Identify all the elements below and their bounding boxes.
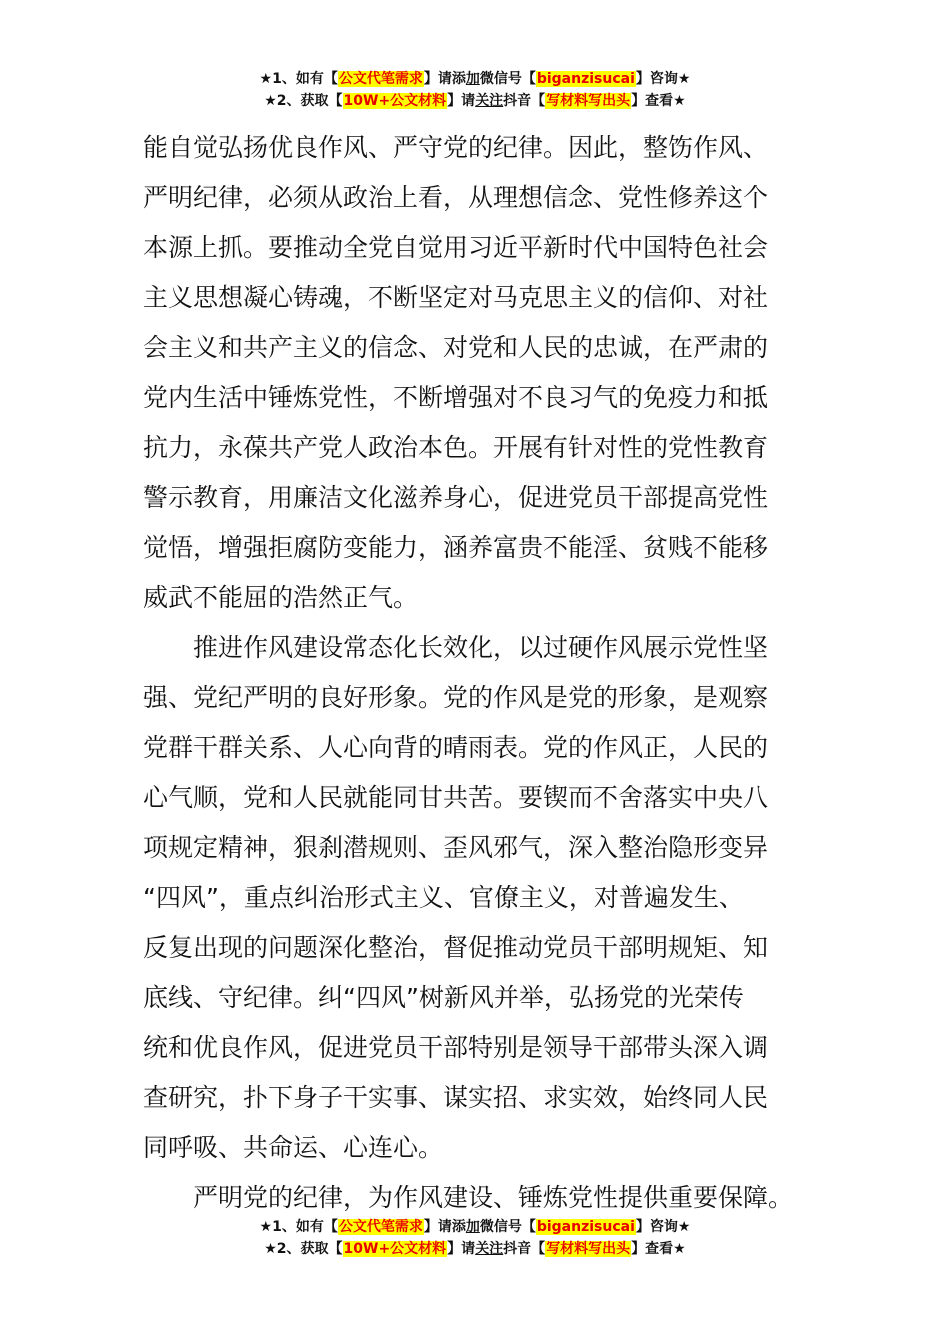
- banner-text: 】请: [447, 93, 476, 109]
- body-line: 觉悟，增强拒腐防变能力，涵养富贵不能淫、贫贱不能移: [143, 533, 769, 562]
- body-line: 底线、守纪律。纠“四风”树新风并举，弘扬党的光荣传: [143, 983, 744, 1012]
- body-line: 警示教育，用廉洁文化滋养身心，促进党员干部提高党性: [143, 483, 769, 512]
- banner-text: ★1、如有【: [259, 1219, 338, 1235]
- banner-underlined-text: 加: [465, 71, 480, 87]
- banner-text: 抖音【: [503, 1241, 546, 1257]
- body-line: 能自觉弘扬优良作风、严守党的纪律。因此，整饬作风、: [143, 133, 769, 162]
- paragraph-start-line: 严明党的纪律，为作风建设、锤炼党性提供重要保障。: [193, 1183, 794, 1212]
- highlight-douyin-id: 写材料写出头: [546, 93, 631, 109]
- header-banner: [0, 68, 950, 112]
- banner-underlined-text: 关注: [475, 93, 504, 109]
- banner-line-1: [0, 1216, 950, 1238]
- banner-text: 】查看★: [631, 1241, 686, 1257]
- body-line: 抗力，永葆共产党人政治本色。开展有针对性的党性教育: [143, 433, 769, 462]
- banner-text: 抖音【: [503, 93, 546, 109]
- document-body: [143, 123, 823, 1223]
- footer-banner: [0, 1216, 950, 1260]
- banner-text: 】请添: [423, 71, 466, 87]
- highlight-materials: 10W+公文材料: [343, 93, 447, 109]
- body-line: 心气顺，党和人民就能同甘共苦。要锲而不舍落实中央八: [143, 783, 769, 812]
- body-line: 会主义和共产主义的信念、对党和人民的忠诚，在严肃的: [143, 333, 769, 362]
- highlight-wechat-id: biganzisucai: [536, 1219, 635, 1235]
- body-line: 查研究，扑下身子干实事、谋实招、求实效，始终同人民: [143, 1083, 769, 1112]
- paragraph-start-line: 推进作风建设常态化长效化，以过硬作风展示党性坚: [193, 633, 769, 662]
- body-line: 党内生活中锤炼党性，不断增强对不良习气的免疫力和抵: [143, 383, 769, 412]
- banner-text: 】咨询★: [635, 1219, 691, 1235]
- banner-underlined-text: 关注: [475, 1241, 504, 1257]
- body-line: 反复出现的问题深化整治，督促推动党员干部明规矩、知: [143, 933, 769, 962]
- body-line: 强、党纪严明的良好形象。党的作风是党的形象，是观察: [143, 683, 769, 712]
- banner-text: ★2、获取【: [264, 1241, 343, 1257]
- body-line: 威武不能屈的浩然正气。: [143, 583, 419, 612]
- banner-text: 】咨询★: [635, 71, 691, 87]
- body-line: 本源上抓。要推动全党自觉用习近平新时代中国特色社会: [143, 233, 769, 262]
- banner-text: 】请: [447, 1241, 476, 1257]
- body-line: 同呼吸、共命运、心连心。: [143, 1133, 444, 1162]
- banner-line-1: [0, 68, 950, 90]
- banner-text: 】请添: [423, 1219, 466, 1235]
- body-line: 统和优良作风，促进党员干部特别是领导干部带头深入调: [143, 1033, 769, 1062]
- banner-line-2: [0, 1238, 950, 1260]
- banner-underlined-text: 加: [465, 1219, 480, 1235]
- body-line: 党群干群关系、人心向背的晴雨表。党的作风正，人民的: [143, 733, 769, 762]
- highlight-service: 公文代笔需求: [338, 1219, 423, 1235]
- body-line: 严明纪律，必须从政治上看，从理想信念、党性修养这个: [143, 183, 769, 212]
- banner-text: 微信号【: [479, 1219, 536, 1235]
- highlight-service: 公文代笔需求: [338, 71, 423, 87]
- banner-text: 微信号【: [479, 71, 536, 87]
- highlight-wechat-id: biganzisucai: [536, 71, 635, 87]
- banner-text: ★2、获取【: [264, 93, 343, 109]
- highlight-materials: 10W+公文材料: [343, 1241, 447, 1257]
- highlight-douyin-id: 写材料写出头: [546, 1241, 631, 1257]
- banner-text: 】查看★: [631, 93, 686, 109]
- body-line: 主义思想凝心铸魂，不断坚定对马克思主义的信仰、对社: [143, 283, 769, 312]
- body-line: “四风”，重点纠治形式主义、官僚主义，对普遍发生、: [143, 883, 744, 912]
- body-line: 项规定精神，狠刹潜规则、歪风邪气，深入整治隐形变异: [143, 833, 769, 862]
- banner-line-2: [0, 90, 950, 112]
- banner-text: ★1、如有【: [259, 71, 338, 87]
